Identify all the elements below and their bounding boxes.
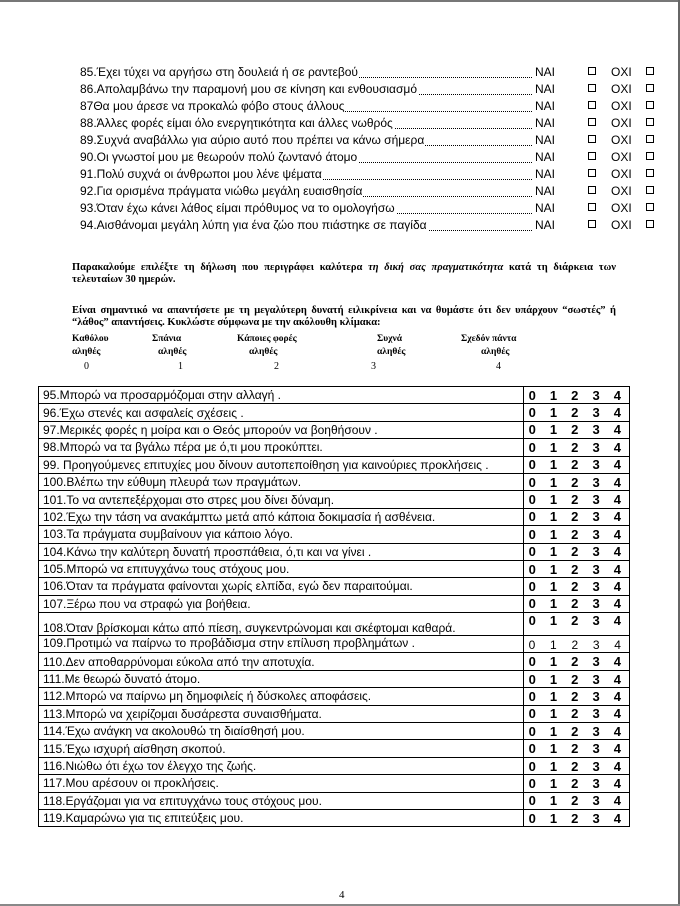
likert-row (39, 636, 630, 653)
likert-question: 112.Μπορώ να παίρνω μη δημοφιλείς ή δύσκολες αποφάσεις. (39, 688, 524, 705)
scale-option[interactable]: 0 (528, 638, 536, 653)
yes-no-question-row (80, 200, 660, 217)
scale-option[interactable]: 1 (549, 793, 558, 809)
scale-value-1: 1 (178, 361, 183, 372)
scale-option[interactable]: 1 (549, 439, 558, 455)
scale-option[interactable]: 1 (549, 578, 558, 594)
likert-question: 119.Καμαρώνω για τις επιτεύξεις μου. (39, 809, 524, 826)
likert-row (39, 670, 630, 687)
question-text: 89.Συχνά αναβάλλω για αύριο αυτό που πρέπει να κάνω σήμερα (80, 132, 532, 149)
likert-question: 107.Ξέρω που να στραφώ για βοήθεια. (39, 595, 524, 612)
scale-label-3: Συχνά αληθές (377, 334, 406, 357)
likert-row (39, 740, 630, 757)
scale-option[interactable]: 1 (549, 544, 558, 560)
likert-scale (523, 439, 629, 456)
scale-option[interactable]: 0 (528, 810, 536, 826)
scale-option[interactable]: 0 (528, 723, 536, 739)
scale-value-0: 0 (84, 361, 89, 372)
yes-no-question-row (80, 132, 660, 149)
likert-row (39, 456, 630, 473)
yes-label: ΝΑΙ (535, 65, 556, 79)
scale-option[interactable]: 4 (613, 509, 621, 525)
scale-option[interactable]: 2 (571, 775, 579, 791)
likert-scale (523, 404, 629, 421)
yes-checkbox[interactable] (588, 118, 596, 126)
scale-option[interactable]: 3 (592, 561, 600, 577)
yes-no-question-list (80, 64, 660, 234)
likert-question: 96.Έχω στενές και ασφαλείς σχέσεις . (39, 404, 524, 421)
scale-option[interactable]: 2 (571, 561, 579, 577)
likert-question: 103.Τα πράγματα συμβαίνουν για κάποιο λόγο. (39, 526, 524, 543)
likert-question: 113.Μπορώ να χειρίζομαι δυσάρεστα συναισθήματα. (39, 705, 524, 722)
yes-checkbox[interactable] (588, 135, 596, 143)
likert-question: 97.Μερικές φορές η μοίρα και ο Θεός μπορούν να βοηθήσουν . (39, 421, 524, 438)
scale-option[interactable]: 4 (613, 706, 621, 722)
scale-value-4: 4 (496, 361, 501, 372)
scale-option[interactable]: 0 (528, 688, 536, 704)
yes-label: ΝΑΙ (535, 218, 556, 232)
likert-row (39, 653, 630, 670)
scale-option[interactable]: 1 (549, 723, 558, 739)
scale-option[interactable]: 2 (571, 671, 579, 687)
scale-option[interactable]: 3 (592, 474, 600, 490)
yes-label: ΝΑΙ (535, 184, 556, 198)
likert-row (39, 595, 630, 612)
likert-row (39, 508, 630, 525)
yes-label: ΝΑΙ (535, 99, 556, 113)
no-checkbox[interactable] (646, 186, 654, 194)
scale-option[interactable]: 1 (549, 741, 558, 757)
likert-row (39, 809, 630, 826)
scale-option[interactable]: 2 (571, 457, 579, 473)
scale-option[interactable]: 2 (571, 578, 579, 594)
scale-option[interactable]: 1 (549, 526, 558, 542)
scale-option[interactable]: 1 (549, 706, 558, 722)
scale-option[interactable]: 2 (571, 492, 579, 508)
likert-row (39, 613, 630, 636)
likert-question: 110.Δεν αποθαρρύνομαι εύκολα από την αποτυχία. (39, 653, 524, 670)
no-checkbox[interactable] (646, 169, 654, 177)
likert-scale (523, 473, 629, 490)
scale-option[interactable]: 4 (613, 596, 621, 612)
yes-no-question-row (80, 81, 660, 98)
yes-checkbox[interactable] (588, 67, 596, 75)
yes-label: ΝΑΙ (535, 116, 556, 130)
scale-value-2: 2 (274, 361, 279, 372)
likert-question: 118.Εργάζομαι για να επιτυγχάνω τους στόχους μου. (39, 792, 524, 809)
scale-option[interactable]: 1 (549, 810, 558, 826)
scale-option[interactable]: 3 (592, 422, 600, 438)
question-text: 94.Αισθάνομαι μεγάλη λύπη για ένα ζώο που πιάστηκε σε παγίδα (80, 217, 532, 234)
likert-scale (523, 653, 629, 670)
scale-option[interactable]: 0 (528, 654, 536, 670)
scale-option[interactable]: 1 (549, 596, 558, 612)
scale-option[interactable]: 2 (571, 439, 579, 455)
yes-checkbox[interactable] (588, 203, 596, 211)
scale-option[interactable]: 3 (592, 439, 600, 455)
scale-option[interactable]: 2 (571, 544, 579, 560)
scale-option[interactable]: 4 (613, 422, 621, 438)
scale-option[interactable]: 2 (571, 654, 579, 670)
likert-scale (523, 757, 629, 774)
scale-option[interactable]: 0 (528, 439, 536, 455)
scale-option[interactable]: 2 (571, 638, 579, 653)
likert-question: 101.Το να αντεπεξέρχομαι στο στρες μου δίνει δύναμη. (39, 491, 524, 508)
yes-no-question-row (80, 115, 660, 132)
likert-question: 108.Όταν βρίσκομαι κάτω από πίεση, συγκεντρώνομαι και σκέφτομαι καθαρά. (39, 613, 524, 636)
scale-option[interactable]: 4 (613, 723, 621, 739)
scale-option[interactable]: 4 (614, 638, 621, 653)
likert-question: 98.Μπορώ να τα βγάλω πέρα με ό,τι μου προκύπτει. (39, 439, 524, 456)
scale-option[interactable]: 4 (613, 578, 621, 594)
scale-option[interactable]: 4 (613, 474, 621, 490)
likert-scale (523, 491, 629, 508)
likert-row (39, 491, 630, 508)
no-label: ΟΧΙ (611, 150, 632, 164)
scale-option[interactable]: 2 (571, 758, 579, 774)
scale-option[interactable]: 1 (549, 613, 558, 629)
scale-option[interactable]: 0 (528, 793, 536, 809)
likert-scale (523, 543, 629, 560)
scale-option[interactable]: 4 (613, 544, 621, 560)
scale-option[interactable]: 3 (592, 706, 600, 722)
scale-option[interactable]: 0 (528, 474, 536, 490)
yes-label: ΝΑΙ (535, 133, 556, 147)
likert-scale (523, 526, 629, 543)
likert-row (39, 578, 630, 595)
scale-option[interactable]: 0 (528, 387, 536, 403)
scale-option[interactable]: 4 (613, 405, 621, 421)
no-label: ΟΧΙ (611, 116, 632, 130)
likert-scale (523, 387, 629, 404)
scale-option[interactable]: 2 (571, 723, 579, 739)
scale-option[interactable]: 4 (613, 688, 621, 704)
instruction-paragraph-2: Είναι σημαντικό να απαντήσετε με τη μεγαλύτερη δυνατή ειλικρίνεια και να θυμάστε ότι δεν υπάρχουν “σωστές” ή “λάθος” απαντήσεις. Κυκλώστε σύμφωνα με την ακόλουθη κλίμακα: (72, 305, 616, 328)
scale-option[interactable]: 0 (528, 509, 536, 525)
likert-row (39, 543, 630, 560)
scale-option[interactable]: 1 (549, 422, 558, 438)
likert-row (39, 775, 630, 792)
scale-option[interactable]: 0 (528, 405, 536, 421)
question-text: 85.Έχει τύχει να αργήσω στη δουλειά ή σε ραντεβού (80, 64, 532, 81)
likert-row (39, 421, 630, 438)
question-text: 88.Άλλες φορές είμαι όλο ενεργητικότητα και άλλες νωθρός (80, 115, 532, 132)
scale-option[interactable]: 4 (613, 387, 621, 403)
yes-checkbox[interactable] (588, 220, 596, 228)
scale-option[interactable]: 3 (592, 613, 600, 629)
scale-label-2: Κάποιες φορές αληθές (237, 334, 297, 357)
likert-question: 100.Βλέπω την εύθυμη πλευρά των πραγμάτων. (39, 473, 524, 490)
question-text: 91.Πολύ συχνά οι άνθρωποι μου λένε ψέματα (80, 166, 532, 183)
scale-option[interactable]: 0 (528, 457, 536, 473)
question-text: 92.Για ορισμένα πράγματα νιώθω μεγάλη ευαισθησία (80, 183, 532, 200)
likert-question: 95.Μπορώ να προσαρμόζομαι στην αλλαγή . (39, 387, 524, 404)
scale-option[interactable]: 3 (592, 492, 600, 508)
likert-scale (523, 578, 629, 595)
no-checkbox[interactable] (646, 135, 654, 143)
yes-checkbox[interactable] (588, 84, 596, 92)
question-text: 90.Οι γνωστοί μου με θεωρούν πολύ ζωντανό άτομο (80, 149, 532, 166)
scale-option[interactable]: 2 (571, 509, 579, 525)
scale-option[interactable]: 1 (549, 509, 558, 525)
scale-option[interactable]: 0 (528, 741, 536, 757)
likert-row (39, 757, 630, 774)
instruction-paragraph-1: Παρακαλούμε επιλέξτε τη δήλωση που περιγράφει καλύτερα τη δική σας πραγματικότητα κατά τη διάρκεια των τελευταίων 30 ημερών. (72, 262, 616, 285)
no-label: ΟΧΙ (611, 184, 632, 198)
scale-option[interactable]: 4 (613, 671, 621, 687)
scale-option[interactable]: 0 (528, 671, 536, 687)
scale-option[interactable]: 2 (571, 793, 579, 809)
scale-option[interactable]: 2 (571, 596, 579, 612)
scale-option[interactable]: 4 (613, 793, 621, 809)
scale-option[interactable]: 4 (613, 810, 621, 826)
likert-row (39, 705, 630, 722)
likert-row (39, 404, 630, 421)
yes-label: ΝΑΙ (535, 150, 556, 164)
scale-option[interactable]: 3 (592, 526, 600, 542)
scale-option[interactable]: 4 (613, 492, 621, 508)
scale-option[interactable]: 3 (592, 638, 600, 653)
scale-option[interactable]: 2 (571, 526, 579, 542)
scale-option[interactable]: 0 (528, 526, 536, 542)
scale-option[interactable]: 0 (528, 613, 536, 629)
question-text: 86.Απολαμβάνω την παραμονή μου σε κίνηση και ενθουσιασμό (80, 81, 532, 98)
likert-scale (523, 456, 629, 473)
scale-option[interactable]: 3 (592, 509, 600, 525)
no-label: ΟΧΙ (611, 99, 632, 113)
scale-option[interactable]: 0 (528, 758, 536, 774)
likert-scale (523, 508, 629, 525)
likert-row (39, 387, 630, 404)
no-checkbox[interactable] (646, 152, 654, 160)
scale-option[interactable]: 3 (592, 405, 600, 421)
scale-option[interactable]: 4 (613, 775, 621, 791)
likert-row (39, 560, 630, 577)
likert-scale (523, 670, 629, 687)
scale-option[interactable]: 2 (571, 613, 579, 629)
likert-row (39, 473, 630, 490)
yes-checkbox[interactable] (588, 169, 596, 177)
scale-option[interactable]: 4 (613, 758, 621, 774)
no-label: ΟΧΙ (611, 82, 632, 96)
scale-option[interactable]: 3 (592, 688, 600, 704)
likert-question: 109.Προτιμώ να παίρνω το προβάδισμα στην επίλυση προβλημάτων . (39, 636, 524, 653)
scale-option[interactable]: 2 (571, 474, 579, 490)
scale-option[interactable]: 4 (613, 526, 621, 542)
no-checkbox[interactable] (646, 203, 654, 211)
no-label: ΟΧΙ (611, 65, 632, 79)
scale-option[interactable]: 2 (571, 741, 579, 757)
yes-no-question-row (80, 64, 660, 81)
scale-option[interactable]: 0 (528, 561, 536, 577)
scale-option[interactable]: 3 (592, 544, 600, 560)
question-text: 93.Όταν έχω κάνει λάθος είμαι πρόθυμος να το ομολογήσω (80, 200, 532, 217)
scale-option[interactable]: 3 (592, 723, 600, 739)
scale-option[interactable]: 1 (549, 688, 558, 704)
scale-option[interactable]: 3 (592, 775, 600, 791)
scale-option[interactable]: 1 (549, 387, 558, 403)
yes-label: ΝΑΙ (535, 82, 556, 96)
likert-scale (523, 705, 629, 722)
no-checkbox[interactable] (646, 84, 654, 92)
scale-option[interactable]: 2 (571, 810, 579, 826)
scale-option[interactable]: 1 (549, 561, 558, 577)
scale-option[interactable]: 3 (592, 596, 600, 612)
scale-option[interactable]: 2 (571, 422, 579, 438)
no-label: ΟΧΙ (611, 201, 632, 215)
yes-label: ΝΑΙ (535, 201, 556, 215)
scale-option[interactable]: 1 (549, 775, 558, 791)
likert-row (39, 688, 630, 705)
yes-no-question-row (80, 166, 660, 183)
scale-option[interactable]: 0 (528, 422, 536, 438)
likert-scale (523, 688, 629, 705)
likert-scale (523, 636, 629, 653)
scale-option[interactable]: 0 (528, 775, 536, 791)
scale-option[interactable]: 0 (528, 596, 536, 612)
scale-option[interactable]: 3 (592, 578, 600, 594)
likert-scale (523, 809, 629, 826)
scale-option[interactable]: 0 (528, 492, 536, 508)
likert-scale (523, 723, 629, 740)
scale-option[interactable]: 1 (549, 758, 558, 774)
no-checkbox[interactable] (646, 118, 654, 126)
scale-option[interactable]: 1 (550, 638, 557, 653)
scale-option[interactable]: 0 (528, 578, 536, 594)
scale-option[interactable]: 3 (592, 671, 600, 687)
yes-no-question-row (80, 98, 660, 115)
scale-label-0: Καθόλου αληθές (72, 334, 109, 357)
scale-option[interactable]: 4 (613, 613, 621, 629)
scale-label-4: Σχεδόν πάντα αληθές (461, 334, 517, 357)
likert-row (39, 526, 630, 543)
likert-question: 102.Έχω την τάση να ανακάμπτω μετά από κάποια δοκιμασία ή ασθένεια. (39, 508, 524, 525)
scale-option[interactable]: 1 (549, 654, 558, 670)
scale-option[interactable]: 1 (549, 474, 558, 490)
likert-scale (523, 792, 629, 809)
likert-row (39, 792, 630, 809)
likert-question: 104.Κάνω την καλύτερη δυνατή προσπάθεια, ό,τι και να γίνει . (39, 543, 524, 560)
scale-option[interactable]: 1 (549, 457, 558, 473)
page-border-top (0, 0, 680, 2)
likert-question: 99. Προηγούμενες επιτυχίες μου δίνουν αυτοπεποίθηση για καινούριες προκλήσεις . (39, 456, 524, 473)
yes-no-question-row (80, 217, 660, 234)
scale-option[interactable]: 4 (613, 561, 621, 577)
likert-question: 106.Όταν τα πράγματα φαίνονται χωρίς ελπίδα, εγώ δεν παραιτούμαι. (39, 578, 524, 595)
scale-option[interactable]: 0 (528, 544, 536, 560)
no-label: ΟΧΙ (611, 133, 632, 147)
scale-label-1: Σπάνια αληθές (152, 334, 187, 357)
scale-option[interactable]: 2 (571, 688, 579, 704)
likert-row (39, 723, 630, 740)
scale-option[interactable]: 1 (549, 671, 558, 687)
likert-question: 115.Έχω ισχυρή αίσθηση σκοπού. (39, 740, 524, 757)
scale-option[interactable]: 3 (592, 758, 600, 774)
question-text: 87Θα μου άρεσε να προκαλώ φόβο στους άλλους (80, 98, 532, 115)
scale-option[interactable]: 0 (528, 706, 536, 722)
scale-option[interactable]: 1 (549, 405, 558, 421)
likert-question: 111.Με θεωρώ δυνατό άτομο. (39, 670, 524, 687)
likert-scale (523, 740, 629, 757)
likert-scale (523, 421, 629, 438)
no-checkbox[interactable] (646, 101, 654, 109)
likert-question: 114.Έχω ανάγκη να ακολουθώ τη διαίσθησή μου. (39, 723, 524, 740)
scale-option[interactable]: 3 (592, 810, 600, 826)
likert-question: 116.Νιώθω ότι έχω τον έλεγχο της ζωής. (39, 757, 524, 774)
likert-scale (523, 595, 629, 612)
scale-option[interactable]: 2 (571, 387, 579, 403)
scale-option[interactable]: 3 (592, 654, 600, 670)
likert-question: 117.Μου αρέσουν οι προκλήσεις. (39, 775, 524, 792)
no-checkbox[interactable] (646, 67, 654, 75)
yes-checkbox[interactable] (588, 152, 596, 160)
scale-option[interactable]: 2 (571, 405, 579, 421)
likert-scale (523, 560, 629, 577)
likert-scale (523, 613, 629, 636)
no-label: ΟΧΙ (611, 167, 632, 181)
scale-option[interactable]: 1 (549, 492, 558, 508)
scale-option[interactable]: 4 (613, 457, 621, 473)
yes-no-question-row (80, 183, 660, 200)
likert-scale (523, 775, 629, 792)
scale-option[interactable]: 4 (613, 439, 621, 455)
likert-question: 105.Μπορώ να επιτυγχάνω τους στόχους μου. (39, 560, 524, 577)
likert-table (38, 386, 630, 827)
likert-row (39, 439, 630, 456)
scale-option[interactable]: 2 (571, 706, 579, 722)
no-label: ΟΧΙ (611, 218, 632, 232)
yes-label: ΝΑΙ (535, 167, 556, 181)
scale-option[interactable]: 4 (613, 741, 621, 757)
page-number: 4 (339, 889, 345, 901)
scale-option[interactable]: 3 (592, 741, 600, 757)
scale-option[interactable]: 4 (613, 654, 621, 670)
yes-checkbox[interactable] (588, 101, 596, 109)
scale-option[interactable]: 3 (592, 387, 600, 403)
scale-option[interactable]: 3 (592, 457, 600, 473)
yes-no-question-row (80, 149, 660, 166)
scale-value-3: 3 (371, 361, 376, 372)
no-checkbox[interactable] (646, 220, 654, 228)
scale-option[interactable]: 3 (592, 793, 600, 809)
yes-checkbox[interactable] (588, 186, 596, 194)
